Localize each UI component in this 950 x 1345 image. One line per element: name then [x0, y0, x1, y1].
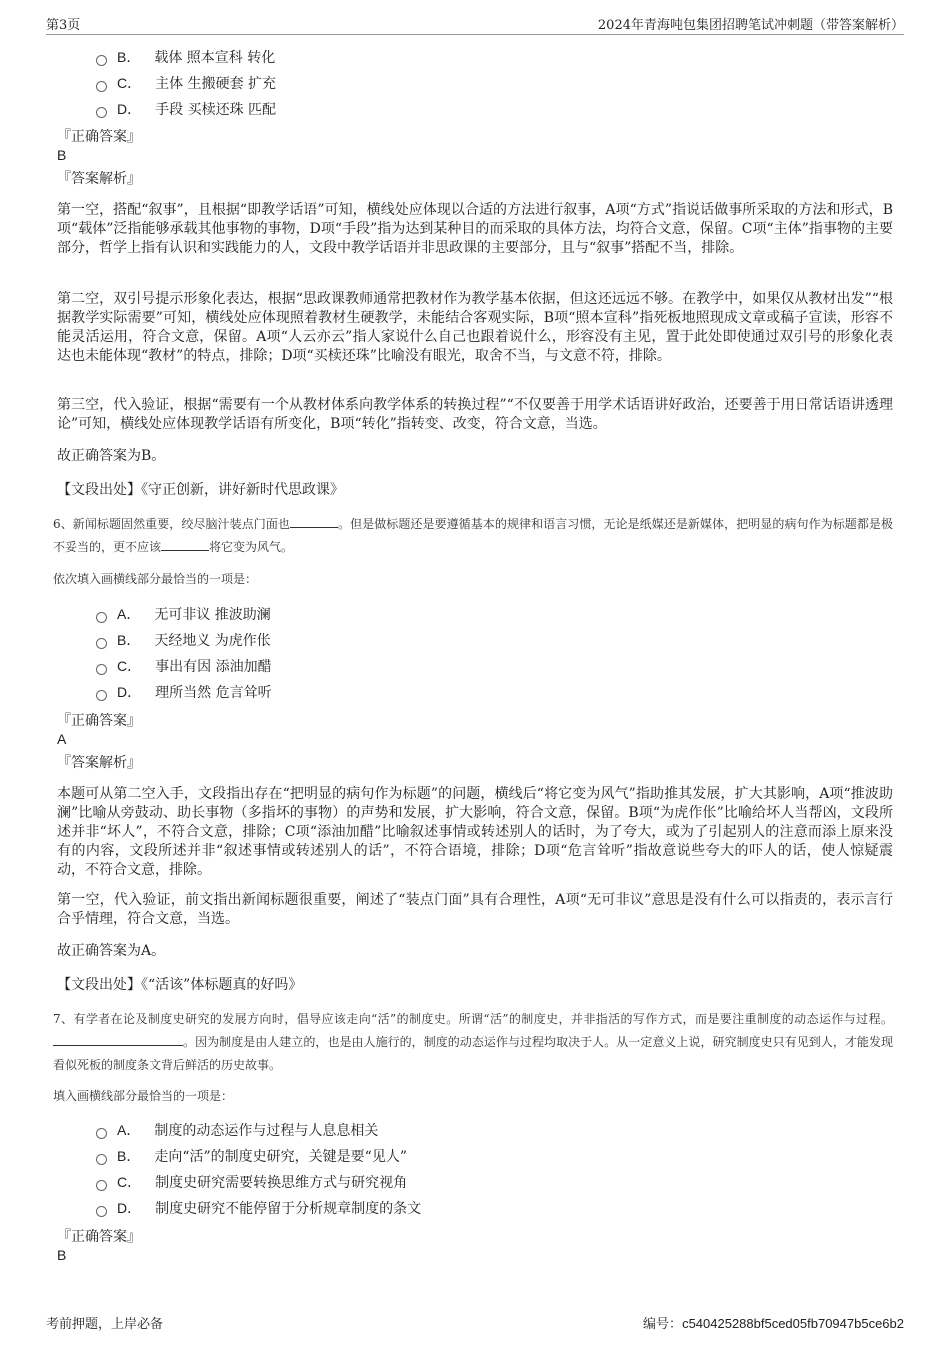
- q7-answer: B: [57, 1247, 67, 1263]
- radio-icon[interactable]: [96, 107, 107, 118]
- q6-analysis-label: 『答案解析』: [57, 755, 141, 771]
- page-header: [46, 14, 904, 35]
- q6-source: 【文段出处】《“活该”体标题真的好吗》: [57, 977, 303, 993]
- radio-icon[interactable]: [96, 690, 107, 701]
- document-code: 编号：c540425288bf5ced05fb70947b5ce6b2: [643, 1316, 904, 1332]
- q7-prompt: 填入画横线部分最恰当的一项是：: [53, 1089, 234, 1103]
- page-footer: [46, 1313, 904, 1332]
- q7-stem: 7、有学者在论及制度史研究的发展方向时，倡导应该走向“活”的制度史。所谓“活”的制度史，并非指活的写作方式，而是要注重制度的动态运作与过程。。因为制度是由人建立的，也是由人施行的，制度的动态运作与过程均取决于人。从一定意义上说，研究制度史只有见到人，才能发现看似死板的制度条文背后鲜活的历史故事。: [53, 1012, 893, 1072]
- radio-icon[interactable]: [96, 1154, 107, 1165]
- blank-line: [161, 538, 209, 551]
- footer-slogan: 考前押题，上岸必备: [46, 1317, 164, 1332]
- radio-icon[interactable]: [96, 664, 107, 675]
- q5-option-d[interactable]: D． 手段 买椟还珠 匹配: [96, 99, 276, 119]
- radio-icon[interactable]: [96, 55, 107, 66]
- q6-answer-label: 『正确答案』: [57, 713, 141, 729]
- q7-option-d[interactable]: D． 制度史研究不能停留于分析规章制度的条文: [96, 1198, 421, 1218]
- q6-prompt: 依次填入画横线部分最恰当的一项是：: [53, 572, 258, 586]
- q5-answer-label: 『正确答案』: [57, 129, 141, 145]
- radio-icon[interactable]: [96, 1128, 107, 1139]
- q5-conclusion: 故正确答案为B。: [57, 448, 166, 464]
- q6-option-d[interactable]: D． 理所当然 危言耸听: [96, 682, 272, 702]
- q7-option-c[interactable]: C． 制度史研究需要转换思维方式与研究视角: [96, 1172, 407, 1192]
- q5-source: 【文段出处】《守正创新，讲好新时代思政课》: [57, 482, 344, 498]
- q5-option-c[interactable]: C． 主体 生搬硬套 扩充: [96, 73, 276, 93]
- document-title: 2024年青海吨包集团招聘笔试冲刺题（带答案解析）: [597, 18, 904, 33]
- radio-icon[interactable]: [96, 1180, 107, 1191]
- q6-conclusion: 故正确答案为A。: [57, 943, 166, 959]
- blank-line: [53, 1033, 183, 1046]
- q6-option-c[interactable]: C． 事出有因 添油加醋: [96, 656, 272, 676]
- radio-icon[interactable]: [96, 612, 107, 623]
- q5-analysis-p1: 第一空，搭配“叙事”，且根据“即教学话语”可知，横线处应体现以合适的方法进行叙事，A项“方式”指说话做事所采取的方法和形式，B项“载体”泛指能够承载其他事物的事物，D项“手段”指为达到某种目的而采取的具体方法，均符合文意，保留。C项“主体”指事物的主要部分，哲学上指有认识和实践能力的人，文段中教学话语并非思政课的主要部分，且与“叙事”搭配不当，排除。: [57, 202, 893, 256]
- radio-icon[interactable]: [96, 81, 107, 92]
- radio-icon[interactable]: [96, 1206, 107, 1217]
- q5-analysis-p3: 第三空，代入验证，根据“需要有一个从教材体系向教学体系的转换过程”“不仅要善于用学术话语讲好政治，还要善于用日常话语讲透理论”可知，横线处应体现教学话语有所变化，B项“转化”指转变、改变，符合文意，当选。: [57, 397, 893, 432]
- q5-analysis-label: 『答案解析』: [57, 171, 141, 187]
- q6-analysis-p1: 本题可从第二空入手，文段指出存在“把明显的病句作为标题”的问题，横线后“将它变为风气”指助推其发展，扩大其影响，A项“推波助澜”比喻从旁鼓动、助长事物（多指坏的事物）的声势和发展，扩大影响，符合文意，保留。B项“为虎作伥”比喻给坏人当帮凶，文段所述并非“坏人”，不符合文意，排除；C项“添油加醋”比喻叙述事情或转述别人的话时，为了夸大，或为了引起别人的注意而添上原来没有的内容，文段所述并非“叙述事情或转述别人的话”，不符合语境，排除；D项“危言耸听”指故意说些夸大的吓人的话，使人惊疑震动，不符合文意，排除。: [57, 786, 893, 878]
- q5-option-b[interactable]: B． 载体 照本宣科 转化: [96, 47, 275, 67]
- q6-answer: A: [57, 731, 67, 747]
- q6-option-a[interactable]: A． 无可非议 推波助澜: [96, 604, 271, 624]
- q6-stem: 6、新闻标题固然重要，绞尽脑汁装点门面也 。但是做标题还是要遵循基本的规律和语言习惯，无论是纸媒还是新媒体，把明显的病句作为标题都是极不妥当的，更不应该 将它变为风气。: [53, 517, 893, 554]
- q7-option-b[interactable]: B． 走向“活”的制度史研究，关键是要“见人”: [96, 1146, 407, 1166]
- q6-option-b[interactable]: B． 天经地义 为虎作伥: [96, 630, 271, 650]
- q7-answer-label: 『正确答案』: [57, 1229, 141, 1245]
- blank-line: [290, 515, 338, 528]
- q7-option-a[interactable]: A． 制度的动态运作与过程与人息息相关: [96, 1120, 378, 1140]
- q6-analysis-p2: 第一空，代入验证，前文指出新闻标题很重要，阐述了“装点门面”具有合理性，A项“无可非议”意思是没有什么可以指责的，表示言行合乎情理，符合文意，当选。: [57, 892, 893, 927]
- q5-analysis-p2: 第二空，双引号提示形象化表达，根据“思政课教师通常把教材作为教学基本依据，但这还远远不够。在教学中，如果仅从教材出发”“根据教学实际需要”可知，横线处应体现照着教材生硬教学，未能结合客观实际，B项“照本宣科”指死板地照现成文章或稿子宣读，形容不能灵活运用，符合文意，保留。A项“人云亦云”指人家说什么自己也跟着说什么，形容没有主见，置于此处即使通过双引号的形象化表达也未能体现“教材”的特点，排除；D项“买椟还珠”比喻没有眼光，取舍不当，与文意不符，排除。: [57, 291, 893, 364]
- q5-answer: B: [57, 147, 67, 163]
- radio-icon[interactable]: [96, 638, 107, 649]
- page-number: 第3页: [46, 18, 81, 33]
